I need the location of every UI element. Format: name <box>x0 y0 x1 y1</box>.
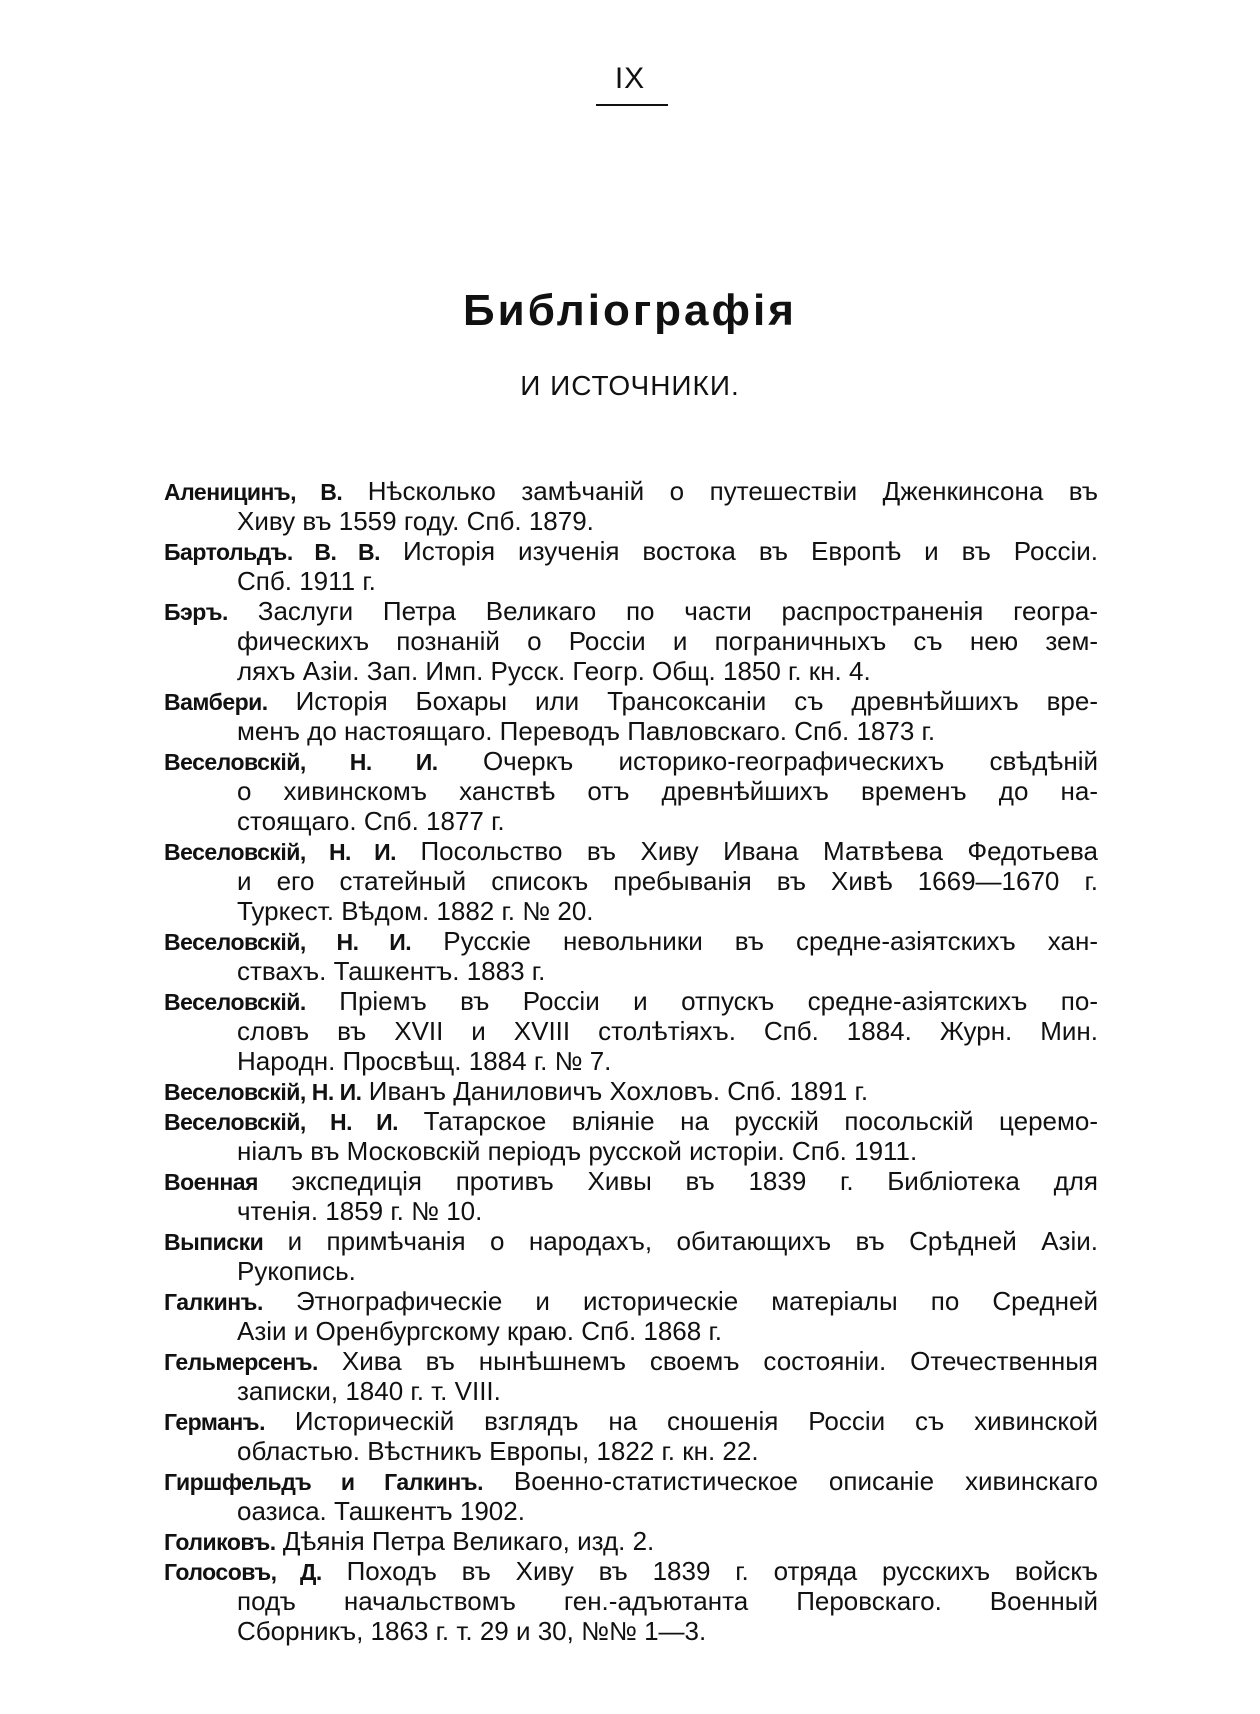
entry-line <box>164 596 1098 626</box>
entry-text: Рукопись. <box>237 1256 356 1286</box>
entry-text: Этнографическіе и историческіе матеріалы по Средней <box>295 1286 1098 1316</box>
entry-line <box>237 1496 1098 1526</box>
entry-author: Вамбери. <box>164 689 268 715</box>
entry-text: Заслуги Петра Великаго по части распространенія геогра- <box>257 596 1098 626</box>
entry-author: Веселовскій, Н. И. <box>164 929 412 955</box>
entry-text: менъ до настоящаго. Переводъ Павловскаго. Спб. 1873 г. <box>237 716 936 746</box>
entry-line <box>237 956 1098 986</box>
entry-text: и его статейный списокъ пребыванія въ Хивѣ 1669—1670 г. <box>237 866 1098 896</box>
entry-text: Хива въ нынѣшнемъ своемъ состояніи. Отечественныя <box>341 1346 1098 1376</box>
entry-text: о хивинскомъ ханствѣ отъ древнѣйшихъ временъ до на- <box>237 776 1098 806</box>
entry-text: экспедиція противъ Хивы въ 1839 г. Библіотека для <box>291 1166 1098 1196</box>
bibliography-entry <box>164 836 1098 926</box>
entry-text: Хиву въ 1559 году. Спб. 1879. <box>237 506 594 536</box>
entry-text: ляхъ Азіи. Зап. Имп. Русск. Геогр. Общ. 1850 г. кн. 4. <box>237 656 871 686</box>
bibliography-entry <box>164 1466 1098 1526</box>
entry-text: и примѣчанія о народахъ, обитающихъ въ Срѣдней Азіи. <box>287 1226 1098 1256</box>
bibliography-entry <box>164 1166 1098 1226</box>
bibliography-entry <box>164 1286 1098 1346</box>
bibliography-entry <box>164 686 1098 746</box>
entry-author: Бэръ. <box>164 599 228 625</box>
entry-text: Азіи и Оренбургскому краю. Спб. 1868 г. <box>237 1316 722 1346</box>
entry-line <box>237 1376 1098 1406</box>
entry-line <box>164 1466 1098 1496</box>
entry-author: Германъ. <box>164 1409 265 1435</box>
entry-line <box>164 1286 1098 1316</box>
entry-text: Исторія изученія востока въ Европѣ и въ Россіи. <box>403 536 1098 566</box>
entry-line <box>237 866 1098 896</box>
entry-author: Бартольдъ. В. В. <box>164 539 381 565</box>
bibliography-entry <box>164 746 1098 836</box>
bibliography-entry <box>164 1226 1098 1286</box>
bibliography-entry <box>164 536 1098 596</box>
entry-text: фическихъ познаній о Россіи и пограничныхъ съ нею зем- <box>237 626 1098 656</box>
entry-line <box>164 1106 1098 1136</box>
page-number-rule <box>596 104 668 106</box>
entry-line <box>164 926 1098 956</box>
entry-text: Сборникъ, 1863 г. т. 29 и 30, №№ 1—3. <box>237 1616 707 1646</box>
page-number: IX <box>614 62 646 95</box>
entry-line <box>237 1196 1098 1226</box>
entry-text: Очеркъ историко-географическихъ свѣдѣній <box>482 746 1098 776</box>
entry-author: Галкинъ. <box>164 1289 263 1315</box>
entry-text: стоящаго. Спб. 1877 г. <box>237 806 505 836</box>
entry-author: Выписки <box>164 1229 264 1255</box>
entry-text: Татарское вліяніе на русскій посольскій церемо- <box>423 1106 1098 1136</box>
entry-line <box>237 1136 1098 1166</box>
entry-author: Веселовскій, Н. И. <box>164 839 396 865</box>
entry-text: Историческій взглядъ на сношенія Россіи съ хивинской <box>294 1406 1098 1436</box>
page-subtitle: И ИСТОЧНИКИ. <box>520 370 740 401</box>
entry-text: Народн. Просвѣщ. 1884 г. № 7. <box>237 1046 612 1076</box>
entry-line <box>164 836 1098 866</box>
entry-author: Веселовскій. <box>164 989 306 1015</box>
entry-text: ніалъ въ Московскій періодъ русской исторіи. Спб. 1911. <box>237 1136 918 1166</box>
entry-line <box>237 506 1098 536</box>
entry-line <box>164 1406 1098 1436</box>
entry-line <box>237 656 1098 686</box>
entry-text: Походъ въ Хиву въ 1839 г. отряда русскихъ войскъ <box>346 1556 1098 1586</box>
entry-line <box>164 686 1098 716</box>
entry-line <box>164 746 1098 776</box>
entry-author: Аленицинъ, В. <box>164 479 343 505</box>
entry-line <box>237 1616 1098 1646</box>
entry-line <box>237 1046 1098 1076</box>
bibliography-entry <box>164 1406 1098 1466</box>
bibliography-entry <box>164 476 1098 536</box>
entry-text: Туркест. Вѣдом. 1882 г. № 20. <box>237 896 594 926</box>
entry-text: Пріемъ въ Россіи и отпускъ средне-азіятскихъ по- <box>339 986 1098 1016</box>
bibliography-list <box>164 476 1098 1646</box>
entry-line <box>164 1526 1098 1556</box>
entry-text: Дѣянія Петра Великаго, изд. 2. <box>282 1526 655 1556</box>
page-title: Библіографія <box>463 286 797 335</box>
entry-author: Гиршфельдъ и Галкинъ. <box>164 1469 483 1495</box>
entry-line <box>164 1556 1098 1586</box>
bibliography-entry <box>164 986 1098 1076</box>
bibliography-entry <box>164 596 1098 686</box>
entry-line <box>164 1166 1098 1196</box>
bibliography-entry <box>164 1526 1098 1556</box>
entry-line <box>237 1586 1098 1616</box>
entry-line <box>237 776 1098 806</box>
entry-line <box>237 716 1098 746</box>
entry-line <box>237 566 1098 596</box>
entry-line <box>237 1316 1098 1346</box>
entry-line <box>164 1226 1098 1256</box>
entry-text: подъ начальствомъ ген.-адъютанта Перовскаго. Военный <box>237 1586 1098 1616</box>
entry-author: Веселовскій, Н. И. <box>164 1109 399 1135</box>
entry-text: областью. Вѣстникъ Европы, 1822 г. кн. 22. <box>237 1436 759 1466</box>
entry-line <box>237 1256 1098 1286</box>
entry-text: ствахъ. Ташкентъ. 1883 г. <box>237 956 546 986</box>
entry-line <box>164 1076 1098 1106</box>
bibliography-entry <box>164 1076 1098 1106</box>
bibliography-entry <box>164 1346 1098 1406</box>
entry-line <box>237 1436 1098 1466</box>
entry-author: Гельмерсенъ. <box>164 1349 318 1375</box>
entry-author: Веселовскій, Н. И. <box>164 1079 362 1105</box>
entry-author: Голиковъ. <box>164 1529 276 1555</box>
entry-line <box>237 1016 1098 1046</box>
entry-text: Русскіе невольники въ средне-азіятскихъ хан- <box>443 926 1098 956</box>
entry-text: оазиса. Ташкентъ 1902. <box>237 1496 525 1526</box>
entry-text: Посольство въ Хиву Ивана Матвѣева Федотьева <box>420 836 1098 866</box>
entry-line <box>164 536 1098 566</box>
entry-author: Военная <box>164 1169 258 1195</box>
entry-line <box>164 986 1098 1016</box>
entry-text: Спб. 1911 г. <box>237 566 376 596</box>
entry-line <box>237 626 1098 656</box>
entry-text: Иванъ Даниловичъ Хохловъ. Спб. 1891 г. <box>368 1076 869 1106</box>
bibliography-entry <box>164 1106 1098 1166</box>
entry-author: Веселовскій, Н. И. <box>164 749 438 775</box>
entry-text: словъ въ XVII и XVIII столѣтіяхъ. Спб. 1884. Журн. Мин. <box>237 1016 1098 1046</box>
entry-line <box>164 1346 1098 1376</box>
entry-text: Военно-статистическое описаніе хивинскаго <box>513 1466 1098 1496</box>
entry-author: Голосовъ, Д. <box>164 1559 322 1585</box>
entry-text: записки, 1840 г. т. VIII. <box>237 1376 501 1406</box>
entry-text: Нѣсколько замѣчаній о путешествіи Дженкинсона въ <box>367 476 1098 506</box>
entry-line <box>237 896 1098 926</box>
entry-text: Исторія Бохары или Трансоксаніи съ древнѣйшихъ вре- <box>295 686 1098 716</box>
bibliography-entry <box>164 926 1098 986</box>
entry-text: чтенія. 1859 г. № 10. <box>237 1196 483 1226</box>
entry-line <box>237 806 1098 836</box>
bibliography-entry <box>164 1556 1098 1646</box>
entry-line <box>164 476 1098 506</box>
